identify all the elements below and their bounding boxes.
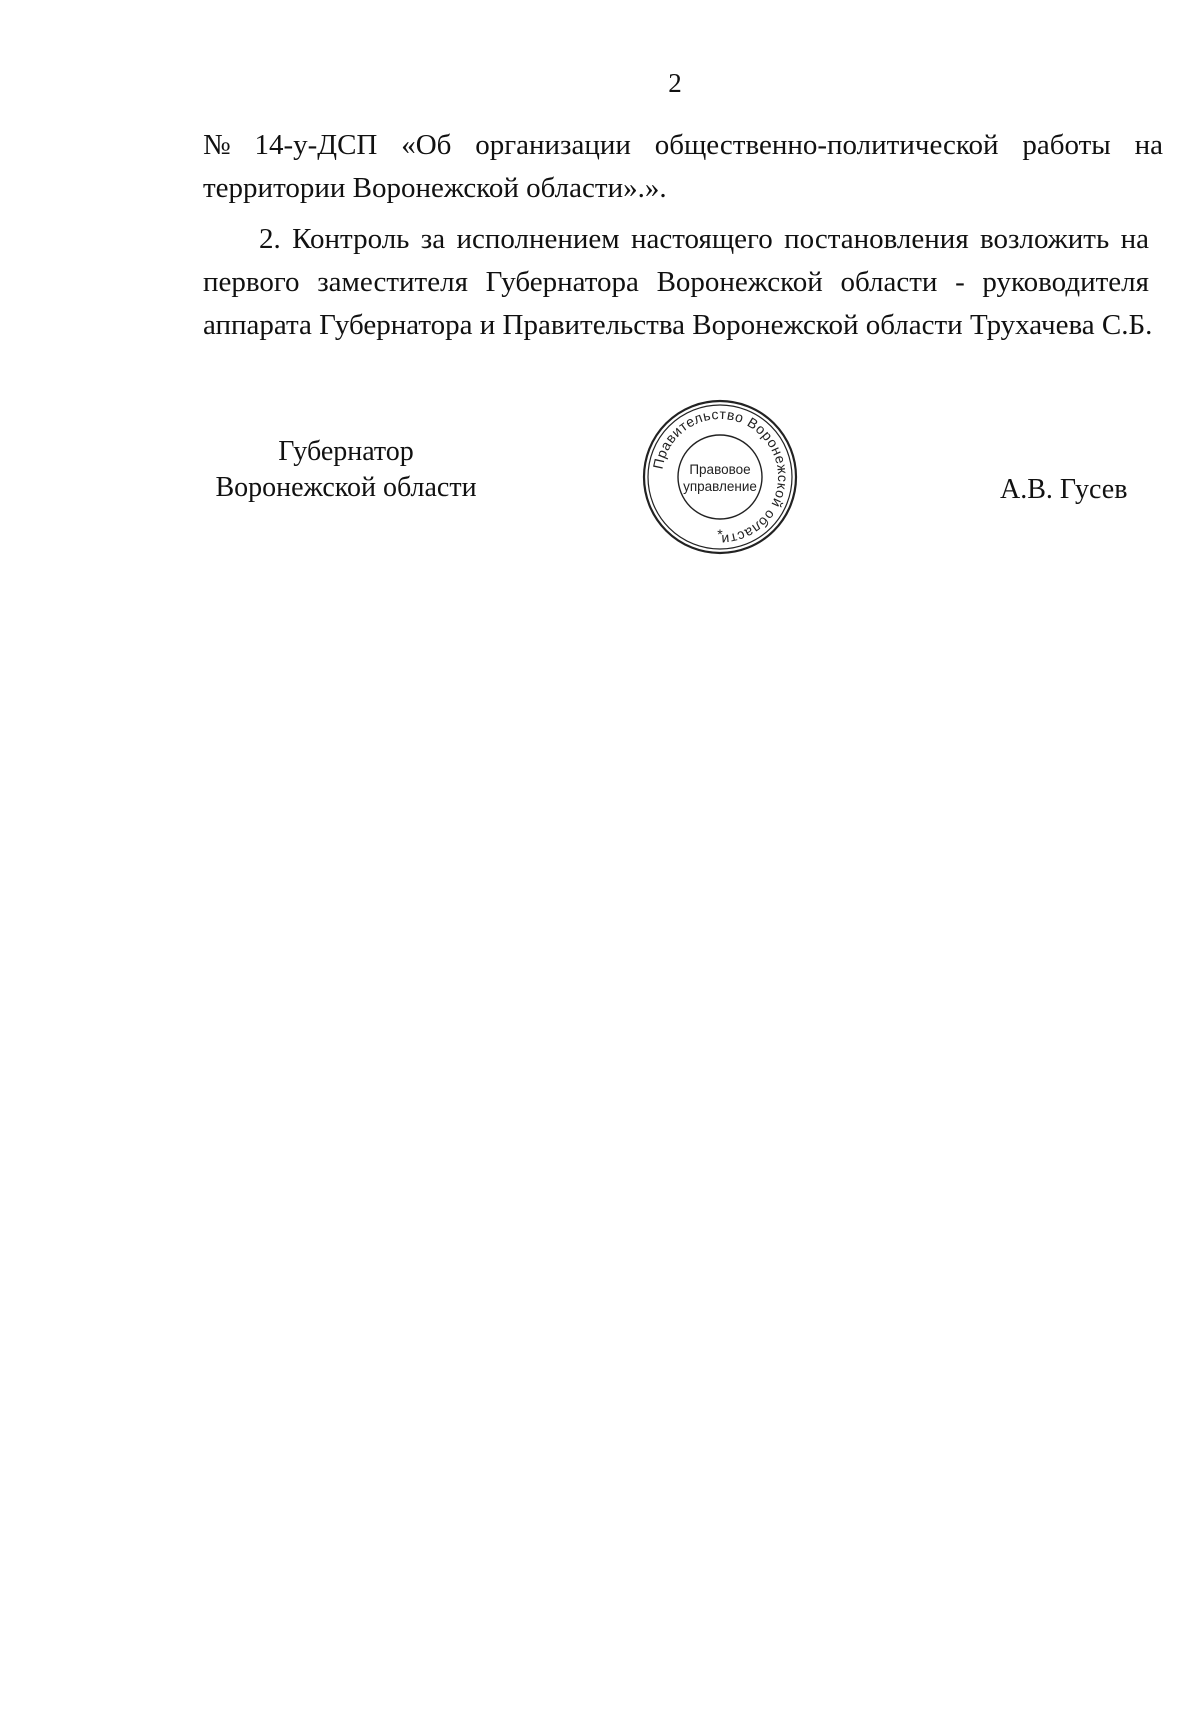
word: настоящего: [631, 223, 773, 255]
stamp-inner-ring: [678, 435, 762, 519]
paragraph-1: [203, 124, 1163, 210]
paragraph-2-line-2: [203, 261, 1149, 304]
word: на: [1120, 223, 1149, 255]
stamp-star: *: [717, 526, 723, 542]
paragraph-2-line-3: аппарата Губернатора и Правительства Воронежской области Трухачева С.Б.: [203, 309, 1153, 341]
word: постановления: [784, 223, 969, 255]
word: руководителя: [982, 266, 1149, 298]
word: работы: [1022, 129, 1111, 161]
word: организации: [475, 129, 631, 161]
paragraph-2-line-1: [203, 218, 1149, 261]
word: «Об: [401, 129, 452, 161]
word: 2.: [259, 223, 281, 255]
word: возложить: [980, 223, 1110, 255]
stamp-center-line-1: Правовое: [689, 462, 751, 477]
paragraph-1-line-1: [203, 124, 1163, 167]
word: 14-у-ДСП: [254, 129, 378, 161]
word: заместителя: [317, 266, 468, 298]
word: Воронежской: [656, 266, 823, 298]
word: Контроль: [292, 223, 410, 255]
page-number: 2: [668, 68, 682, 98]
signatory-title-line-1: Губернатор: [278, 436, 414, 467]
official-stamp: [640, 397, 800, 557]
paragraph-2: [203, 218, 1153, 347]
word: Губернатора: [485, 266, 639, 298]
word: первого: [203, 266, 300, 298]
word: области: [840, 266, 938, 298]
word: за: [420, 223, 446, 255]
signatory-title-line-2: Воронежской области: [215, 472, 477, 503]
stamp-ring-text-path: Правительство Воронежской области: [649, 405, 792, 549]
word: исполнением: [456, 223, 620, 255]
word: на: [1134, 129, 1163, 161]
word: общественно-политической: [654, 129, 999, 161]
signatory-title: [206, 434, 486, 506]
paragraph-1-line-2: территории Воронежской области».».: [203, 172, 667, 204]
signatory-name: А.В. Гусев: [1000, 474, 1128, 505]
word: №: [203, 129, 231, 161]
stamp-center-line-2: управление: [683, 479, 757, 494]
stamp-seal: [640, 397, 800, 557]
word: -: [955, 266, 965, 298]
